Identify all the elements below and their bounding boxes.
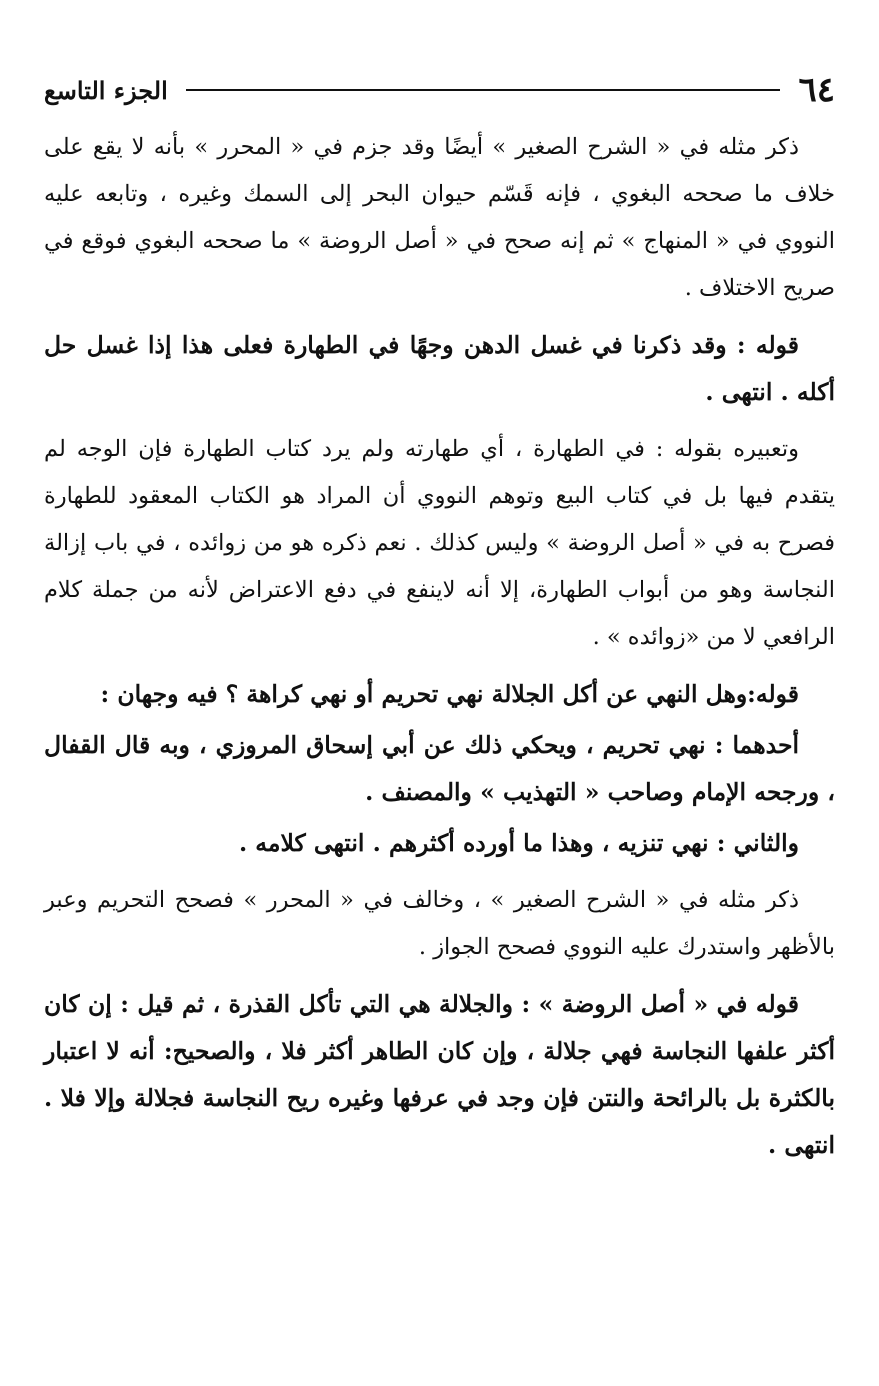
paragraph-quote-2: قوله:وهل النهي عن أكل الجلالة نهي تحريم أو نهي كراهة ؟ فيه وجهان :	[100, 680, 799, 708]
paragraph-quote-5: قوله في « أصل الروضة » : والجلالة هي التي تأكل القذرة ، ثم قيل : إن كان أكثر علفها النجاسة فهي جلالة ، وإن كان الطاهر أكثر فلا ، والصحيح: أنه لا اعتبار بالكثرة بل بالرائحة والنتن فإن وجد في عرفها وغيره ريح النجاسة فجلالة وإلا فلا . انتهى .	[44, 990, 835, 1159]
paragraph-commentary-2: وتعبيره بقوله : في الطهارة ، أي طهارته ولم يرد كتاب الطهارة فإن الوجه لم يتقدم فيها بل في كتاب البيع وتوهم النووي أن المراد هو الكتاب المعقود للطهارة فصرح به في « أصل الروضة » وليس كذلك . نعم ذكره هو من زوائده ، في باب إزالة النجاسة وهو من أبواب الطهارة، إلا أنه لاينفع في دفع الاعتراض لأنه من جملة كلام الرافعي لا من «زوائده » .	[44, 436, 835, 650]
page-header	[44, 62, 835, 118]
paragraph-quote-3: أحدهما : نهي تحريم ، ويحكي ذلك عن أبي إسحاق المروزي ، وبه قال القفال ، ورجحه الإمام وصاحب « التهذيب » والمصنف .	[44, 731, 835, 806]
paragraph-quote-4: والثاني : نهي تنزيه ، وهذا ما أورده أكثرهم . انتهى كلامه .	[238, 829, 799, 857]
page-number: ٦٤	[798, 70, 835, 110]
paragraph-commentary-3: ذكر مثله في « الشرح الصغير » ، وخالف في « المحرر » فصحح التحريم وعبر بالأظهر واستدرك عليه النووي فصحح الجواز .	[44, 887, 835, 960]
volume-title: الجزء التاسع	[44, 75, 168, 105]
document-page	[44, 62, 835, 1169]
paragraph-quote-1: قوله : وقد ذكرنا في غسل الدهن وجهًا في الطهارة فعلى هذا إذا غسل حل أكله . انتهى .	[44, 331, 835, 406]
header-rule	[186, 89, 781, 91]
paragraph-commentary-1: ذكر مثله في « الشرح الصغير » أيضًا وقد جزم في « المحرر » بأنه لا يقع على خلاف ما صححه البغوي ، فإنه قَسّم حيوان البحر إلى السمك وغيره ، وتابعه عليه النووي في « المنهاج » ثم إنه صحح في « أصل الروضة » ما صححه البغوي فوقع في صريح الاختلاف .	[44, 134, 835, 301]
